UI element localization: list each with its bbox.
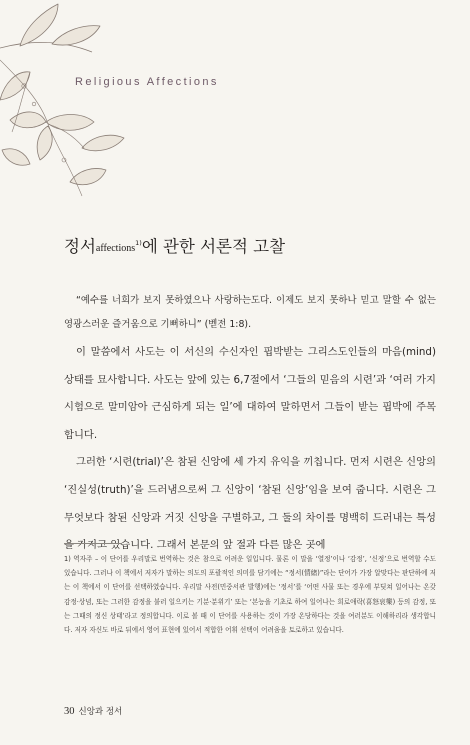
section-title-part: 정서 (64, 237, 96, 256)
page-footer (64, 705, 122, 717)
paragraph: 그러한 ‘시련(trial)’은 참된 신앙에 세 가지 유익을 끼칩니다. 먼저 시련은 신앙의 ‘진실성(truth)’을 드러냄으로써 그 신앙이 ‘참된 신앙’임을 보여 줍니다. 시련은 그 무엇보다 참된 신앙과 거짓 신앙을 구별하고, 그 둘의 차이를 명백히 드러내는 특성을 가지고 있습니다. 그래서 본문의 앞 절과 다른 많은 곳에 (64, 456, 436, 552)
botanical-leaf-illustration (0, 0, 140, 220)
footnote-reference: 1) (135, 239, 142, 247)
body-text (64, 289, 436, 560)
book-title: 신앙과 정서 (78, 707, 123, 717)
running-header: Religious Affections (75, 76, 219, 88)
section-title-part: 에 관한 서론적 고찰 (141, 237, 286, 256)
section-title-term: affections (95, 243, 136, 254)
section-title (64, 233, 424, 257)
page-number: 30 (64, 706, 75, 717)
footnote: 1) 역자주 – 이 단어를 우리말로 번역하는 것은 참으로 어려운 일입니다. 물론 이 말을 ‘열정’이나 ‘감정’, ‘신정’으로 번역할 수도 있습니다. 그러나 이 책에서 저자가 말하는 의도의 포괄적인 의미를 담기에는 “정서(情緖)”라는 단어가 가장 알맞다는 판단하에 저는 이 책에서 이 단어를 선택하였습니다. 우리말 사전(민중서관 발행)에는 ‘정서’를 ‘어떤 사물 또는 경우에 부딪쳐 일어나는 온갖 감정·상념, 또는 그러한 감정을 불러 일으키는 기분·분위기’ 또는 ‘본능을 기초로 하여 일어나는 희로애락(喜怒哀樂) 등의 감정, 또는 그때의 정신 상태’라고 정의합니다. 이로 볼 때 이 단어를 사용하는 것이 가장 온당하다는 것을 여러분도 이해하리라 생각합니다. 저자 자신도 바로 뒤에서 영어 표현에 있어서 적합한 어휘 선택이 어려움을 토로하고 있습니다. (64, 555, 436, 635)
scripture-quote: “예수를 너희가 보지 못하였으나 사랑하는도다. 이제도 보지 못하나 믿고 말할 수 없는 영광스러운 즐거움으로 기뻐하니” (벧전 1:8). (64, 295, 436, 330)
footnote-divider (64, 543, 122, 544)
paragraph: 이 말씀에서 사도는 이 서신의 수신자인 핍박받는 그리스도인들의 마음(mind) 상태를 묘사합니다. 사도는 앞에 있는 6,7절에서 ‘그들의 믿음의 시련’과 ‘여러 가지 시험으로 말미암아 근심하게 되는 일’에 대하여 말하면서 그들이 받는 핍박에 주목합니다. (64, 346, 436, 441)
